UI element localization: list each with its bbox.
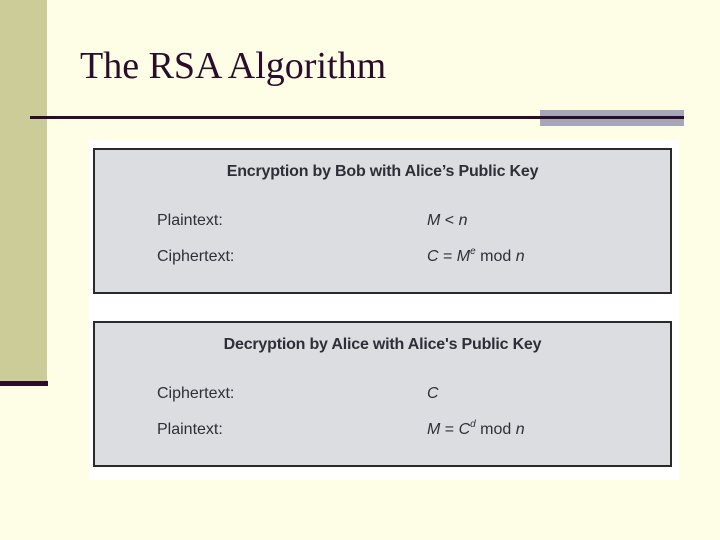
encryption-ciphertext-formula: $C = M^e$ mod n — [427, 246, 525, 265]
slide-title: The RSA Algorithm — [80, 45, 387, 87]
decryption-heading: Decryption by Alice with Alice's Public Key — [223, 336, 542, 353]
decryption-ciphertext-label: Ciphertext: — [157, 385, 235, 402]
encryption-heading: Encryption by Bob with Alice’s Public Key — [226, 163, 539, 180]
encryption-plaintext-value: M < n — [427, 212, 468, 229]
encryption-ciphertext-label: Ciphertext: — [157, 248, 235, 265]
decryption-panel — [93, 321, 672, 467]
decryption-ciphertext-value: C — [427, 385, 439, 402]
left-bar-underline — [0, 381, 48, 386]
title-divider-accent-line — [540, 116, 684, 119]
decryption-plaintext-label: Plaintext: — [157, 421, 223, 438]
left-decorative-bar — [0, 0, 47, 383]
encryption-panel — [93, 148, 672, 294]
decryption-plaintext-formula: $M = C^d$ mod n — [427, 419, 525, 438]
encryption-plaintext-label: Plaintext: — [157, 212, 223, 229]
rsa-figure — [89, 140, 679, 480]
